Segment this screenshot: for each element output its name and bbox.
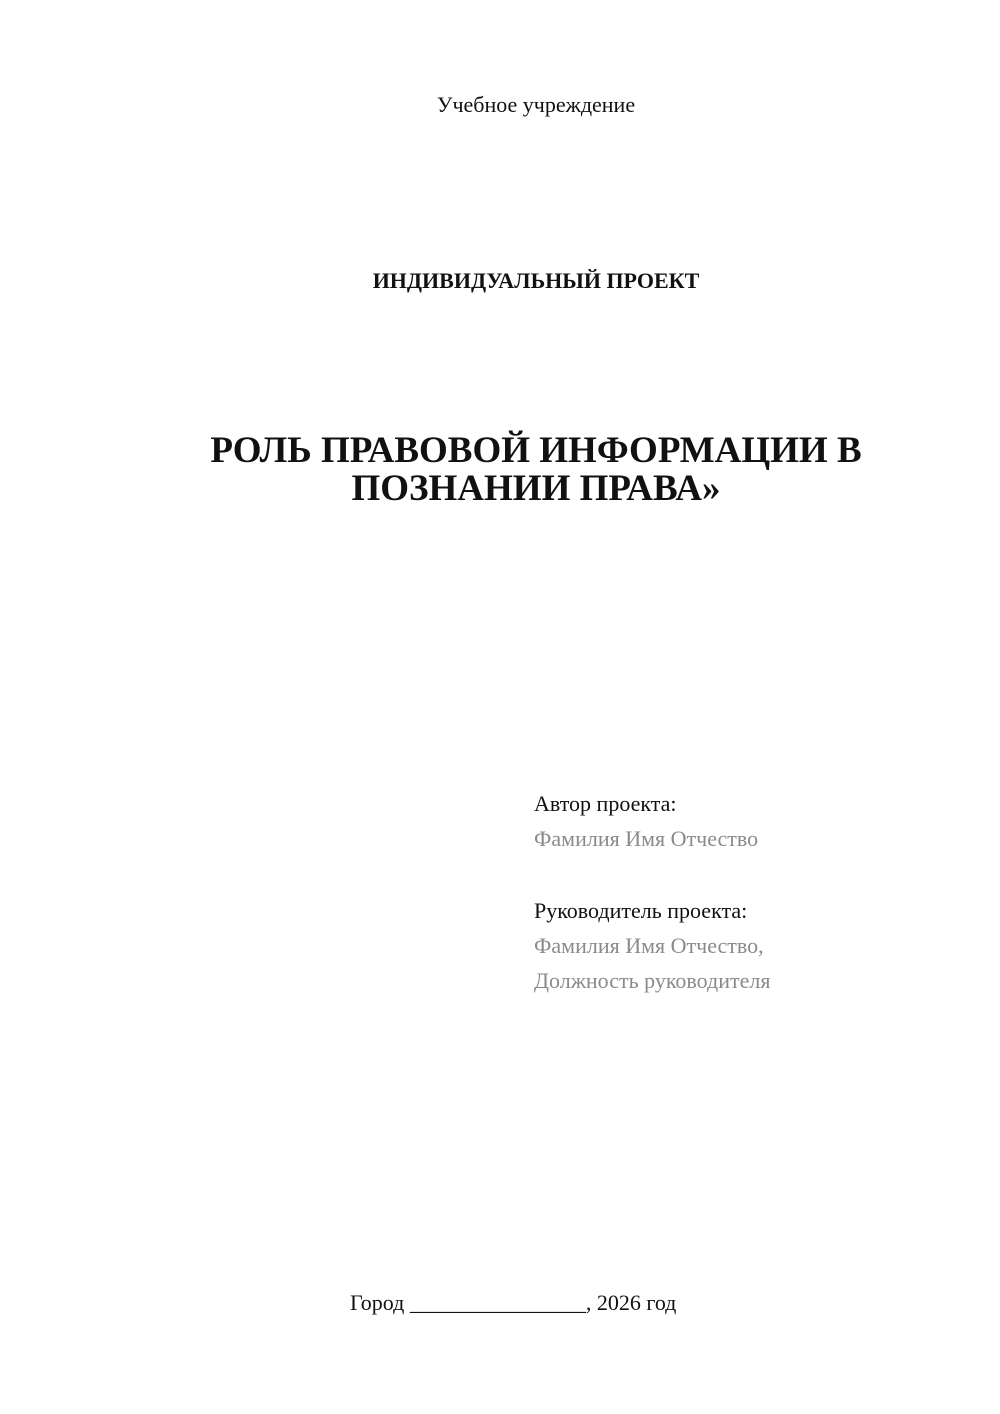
document-title bbox=[150, 432, 922, 508]
institution-name: Учебное учреждение bbox=[436, 92, 636, 117]
city-year-line: Город ________________, 2026 год bbox=[350, 1290, 677, 1315]
author-block bbox=[534, 786, 954, 856]
document-title-line-2: ПОЗНАНИИ ПРАВА» bbox=[351, 468, 721, 509]
supervisor-position: Должность руководителя bbox=[534, 968, 771, 993]
document-title-line-1: РОЛЬ ПРАВОВОЙ ИНФОРМАЦИИ В bbox=[210, 430, 862, 471]
author-name: Фамилия Имя Отчество bbox=[534, 826, 759, 851]
supervisor-name: Фамилия Имя Отчество, bbox=[534, 933, 764, 958]
author-label: Автор проекта: bbox=[534, 791, 677, 816]
supervisor-block bbox=[534, 893, 954, 998]
document-type: ИНДИВИДУАЛЬНЫЙ ПРОЕКТ bbox=[372, 268, 700, 293]
supervisor-label: Руководитель проекта: bbox=[534, 898, 748, 923]
